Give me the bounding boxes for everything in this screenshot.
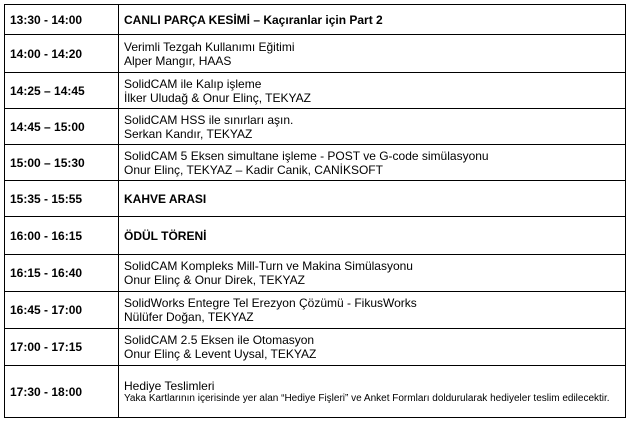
session-title: CANLI PARÇA KESİMİ – Kaçıranlar için Part 2: [124, 12, 383, 27]
table-row: [5, 217, 626, 255]
session-cell: [119, 217, 626, 255]
session-speaker: Onur Elinç & Onur Direk, TEKYAZ: [124, 273, 305, 287]
session-title: SolidCAM 2.5 Eksen ile Otomasyon: [124, 333, 315, 347]
table-row: [5, 292, 626, 329]
table-row: [5, 35, 626, 73]
session-cell: [119, 109, 626, 145]
session-title: SolidWorks Entegre Tel Erezyon Çözümü - FikusWorks: [124, 296, 417, 310]
time-cell: 15:35 - 15:55: [5, 181, 119, 217]
session-cell: [119, 255, 626, 292]
time-cell: 17:00 - 17:15: [5, 329, 119, 366]
time-cell: 14:00 - 14:20: [5, 35, 119, 73]
session-cell: [119, 292, 626, 329]
session-cell: [119, 73, 626, 109]
time-cell: 16:00 - 16:15: [5, 217, 119, 255]
table-row: [5, 329, 626, 366]
session-speaker: Serkan Kandır, TEKYAZ: [124, 126, 253, 141]
session-cell: [119, 35, 626, 73]
table-row: [5, 5, 626, 35]
session-note: Yaka Kartlarının içerisinde yer alan “Hediye Fişleri” ve Anket Formları doldurularak hediyeler teslim edilecektir.: [124, 392, 610, 404]
session-title: SolidCAM ile Kalıp işleme: [124, 76, 262, 91]
time-cell: 15:00 – 15:30: [5, 145, 119, 181]
session-title: KAHVE ARASI: [124, 191, 207, 206]
session-title: SolidCAM 5 Eksen simultane işleme - POST ve G-code simülasyonu: [124, 148, 489, 163]
session-cell: [119, 181, 626, 217]
time-cell: 14:25 – 14:45: [5, 73, 119, 109]
time-cell: 17:30 - 18:00: [5, 366, 119, 418]
session-cell: [119, 5, 626, 35]
time-cell: 14:45 – 15:00: [5, 109, 119, 145]
time-cell: 16:15 - 16:40: [5, 255, 119, 292]
session-title: ÖDÜL TÖRENİ: [124, 228, 207, 243]
session-title: Hediye Teslimleri: [124, 378, 215, 393]
session-speaker: İlker Uludağ & Onur Elinç, TEKYAZ: [124, 90, 311, 105]
table-row: [5, 181, 626, 217]
session-speaker: Alper Mangır, HAAS: [124, 53, 232, 68]
table-row: [5, 73, 626, 109]
table-row: [5, 366, 626, 418]
session-cell: [119, 329, 626, 366]
session-speaker: Onur Elinç, TEKYAZ – Kadir Canik, CANİKSOFT: [124, 162, 383, 177]
session-cell: [119, 145, 626, 181]
session-speaker: Onur Elinç & Levent Uysal, TEKYAZ: [124, 347, 317, 361]
table-row: [5, 109, 626, 145]
time-cell: 16:45 - 17:00: [5, 292, 119, 329]
time-cell: 13:30 - 14:00: [5, 5, 119, 35]
table-row: [5, 145, 626, 181]
table-row: [5, 255, 626, 292]
schedule-table: [4, 4, 626, 418]
session-title: SolidCAM HSS ile sınırları aşın.: [124, 112, 294, 127]
session-speaker: Nülüfer Doğan, TEKYAZ: [124, 310, 254, 324]
session-title: SolidCAM Kompleks Mill-Turn ve Makina Simülasyonu: [124, 259, 413, 273]
session-title: Verimli Tezgah Kullanımı Eğitimi: [124, 39, 295, 54]
session-cell: [119, 366, 626, 418]
